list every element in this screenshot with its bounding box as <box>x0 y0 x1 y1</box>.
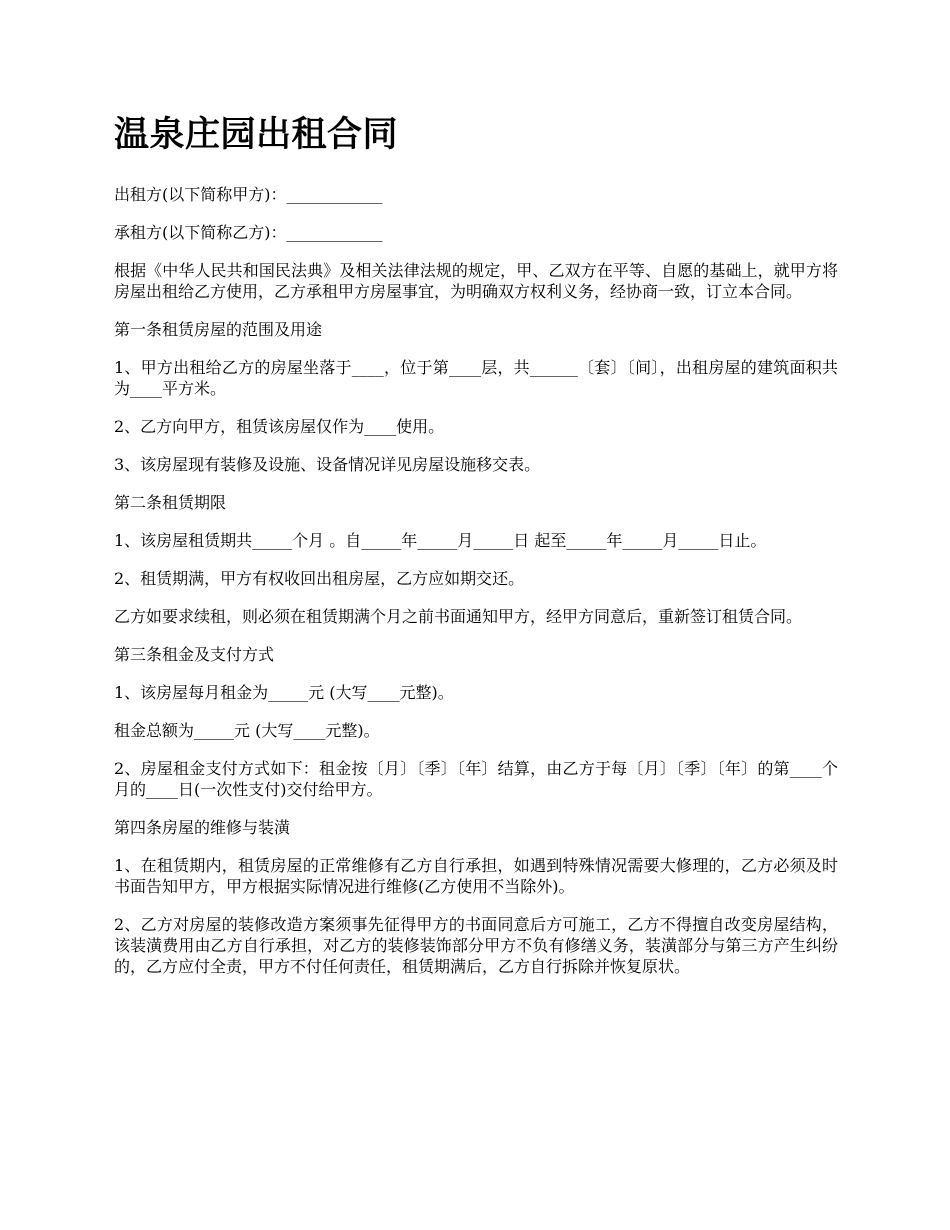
article-3-clause-2: 2、房屋租金支付方式如下：租金按〔月〕〔季〕〔年〕结算，由乙方于每〔月〕〔季〕〔年〕的第____个月的____日(一次性支付)交付给甲方。 <box>114 759 838 799</box>
document-page <box>114 112 838 994</box>
article-3-clause-1: 1、该房屋每月租金为_____元 (大写____元整)。 <box>114 683 454 702</box>
article-1-clause-1: 1、甲方出租给乙方的房屋坐落于____，位于第____层，共______〔套〕〔间〕，出租房屋的建筑面积共为____平方米。 <box>114 358 838 398</box>
article-3-total-rent: 租金总额为_____元 (大写____元整)。 <box>114 721 380 740</box>
article-2-clause-2: 2、租赁期满，甲方有权收回出租房屋，乙方应如期交还。 <box>114 569 525 588</box>
article-1-clause-2: 2、乙方向甲方，租赁该房屋仅作为____使用。 <box>114 417 445 436</box>
article-2-renewal: 乙方如要求续租，则必须在租赁期满个月之前书面通知甲方，经甲方同意后，重新签订租赁合同。 <box>114 607 803 626</box>
article-4-heading: 第四条房屋的维修与装潢 <box>114 818 291 837</box>
lessee-line: 承租方(以下简称乙方)：____________ <box>114 223 383 242</box>
article-2-clause-1: 1、该房屋租赁期共_____个月 。自_____年_____月_____日 起至_____年_____月_____日止。 <box>114 531 767 550</box>
document-title: 温泉庄园出租合同 <box>114 114 399 155</box>
article-4-clause-2: 2、乙方对房屋的装修改造方案须事先征得甲方的书面同意后方可施工，乙方不得擅自改变房屋结构，该装潢费用由乙方自行承担，对乙方的装修装饰部分甲方不负有修缮义务，装潢部分与第三方产生纠纷的，乙方应付全责，甲方不付任何责任，租赁期满后，乙方自行拆除并恢复原状。 <box>114 915 838 976</box>
preamble-paragraph: 根据《中华人民共和国民法典》及相关法律法规的规定，甲、乙双方在平等、自愿的基础上，就甲方将房屋出租给乙方使用，乙方承租甲方房屋事宜，为明确双方权利义务，经协商一致，订立本合同。 <box>114 261 838 301</box>
article-3-heading: 第三条租金及支付方式 <box>114 645 275 664</box>
article-4-clause-1: 1、在租赁期内，租赁房屋的正常维修有乙方自行承担，如遇到特殊情况需要大修理的，乙方必须及时书面告知甲方，甲方根据实际情况进行维修(乙方使用不当除外)。 <box>114 856 838 896</box>
article-2-heading: 第二条租赁期限 <box>114 493 227 512</box>
article-1-clause-3: 3、该房屋现有装修及设施、设备情况详见房屋设施移交表。 <box>114 455 541 474</box>
article-1-heading: 第一条租赁房屋的范围及用途 <box>114 320 323 339</box>
lessor-line: 出租方(以下简称甲方)：____________ <box>114 185 383 204</box>
